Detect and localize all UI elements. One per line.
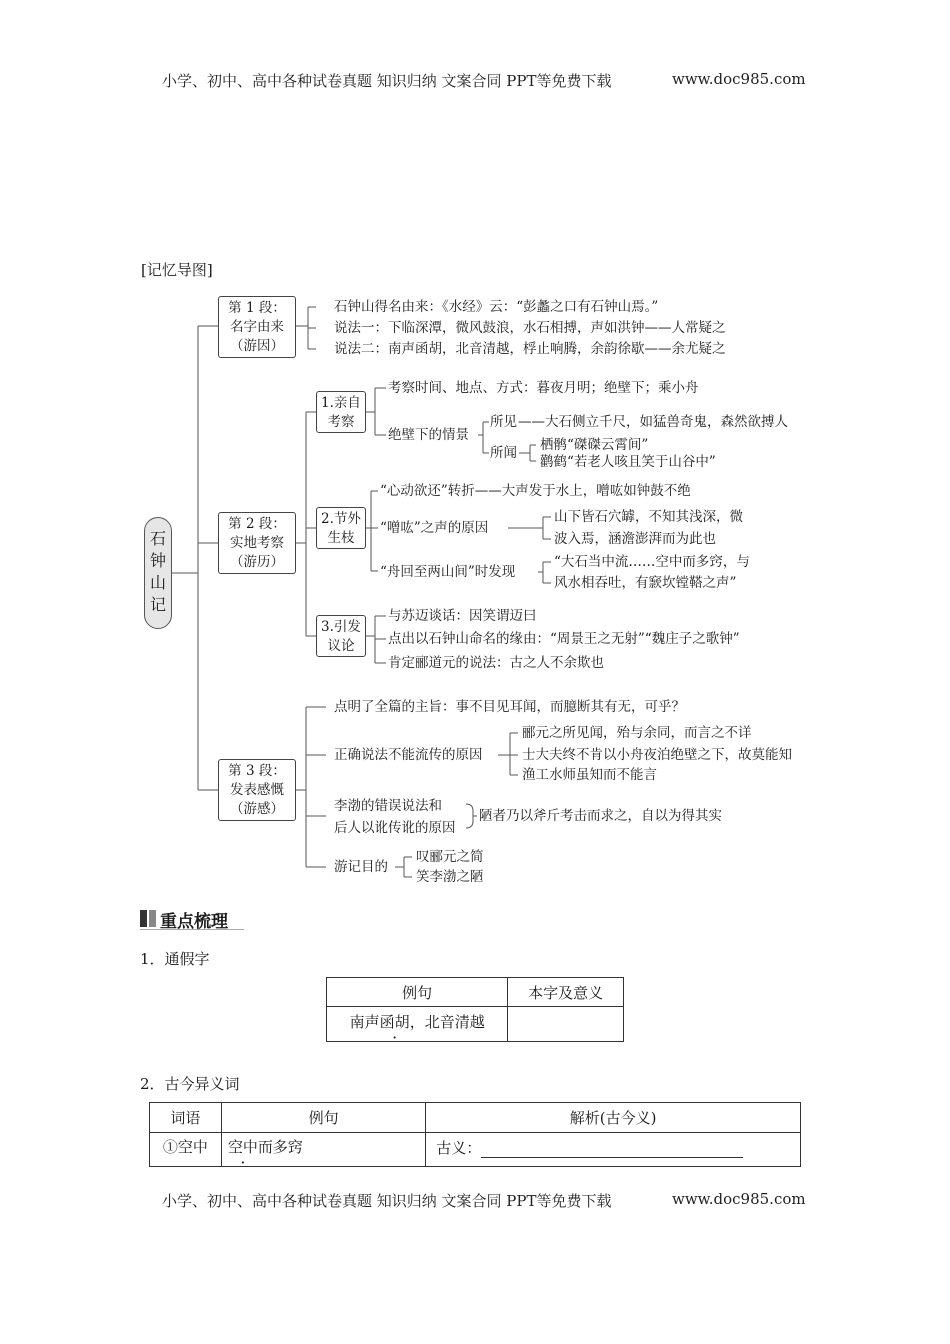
s1-time: 考察时间、地点、方式：暮夜月明；绝壁下；乘小舟 <box>388 380 699 396</box>
p3-purpose-label: 游记目的 <box>334 859 388 875</box>
box-line: 议论 <box>327 638 355 654</box>
root-char: 石 <box>149 529 166 548</box>
heading-bar-icon <box>140 910 147 927</box>
s3-item: 肯定郦道元的说法：古之人不余欺也 <box>388 655 604 671</box>
s1-heard-label: 所闻 <box>490 445 517 461</box>
memory-map-title: [记忆导图] <box>141 261 213 279</box>
subsection-2-box <box>316 507 366 549</box>
box-line: 实地考察 <box>230 535 284 551</box>
q1-example-text: ，北音清越 <box>409 1013 485 1031</box>
q1-header: 本字及意义 <box>508 978 624 1007</box>
paragraph-3-box <box>218 759 296 821</box>
heading-bar-icon <box>149 910 156 927</box>
q2-table <box>149 1102 801 1167</box>
subsection-3-box <box>316 615 366 657</box>
q2-header: 例句 <box>221 1103 425 1133</box>
q2-word: ①空中 <box>150 1133 222 1167</box>
header-site-link[interactable]: www.doc985.com <box>672 70 806 88</box>
s1-scene-label: 绝壁下的情景 <box>388 427 469 443</box>
s2-cause: 山下皆石穴罅，不知其浅深，微 <box>554 509 743 525</box>
p1-item: 石钟山得名由来：《水经》云：“彭蠡之口有石钟山焉。” <box>334 299 659 315</box>
root-char: 记 <box>149 595 166 614</box>
box-line: 第 1 段： <box>228 300 286 316</box>
p1-item: 说法二：南声函胡，北音清越，桴止响腾，余韵徐歇——余尤疑之 <box>334 341 726 357</box>
q1-header: 例句 <box>327 978 508 1007</box>
section-title: 重点梳理 <box>160 912 228 932</box>
p3-reason: 士大夫终不肯以小舟夜泊绝壁之下，故莫能知 <box>522 747 792 763</box>
p3-reason: 郦元之所见闻，殆与余同，而言之不详 <box>522 725 752 741</box>
box-line: 生枝 <box>327 530 355 546</box>
root-char: 钟 <box>149 551 166 570</box>
footer-site-link[interactable]: www.doc985.com <box>672 1190 806 1208</box>
s2-cause: 波入焉，涵澹澎湃而为此也 <box>554 531 716 547</box>
p3-wrong-label: 后人以讹传讹的原因 <box>334 820 456 836</box>
section-heading <box>140 907 244 930</box>
q2-header: 词语 <box>150 1103 222 1133</box>
root-char: 山 <box>149 573 166 592</box>
box-line: （游因） <box>230 338 284 354</box>
paragraph-1-box <box>218 296 296 358</box>
box-line: 第 2 段： <box>228 516 286 532</box>
s1-heard: 鹳鹤“若老人咳且笑于山谷中” <box>540 454 716 470</box>
s1-seen: ——大石侧立千尺，如猛兽奇鬼，森然欲搏人 <box>518 414 788 430</box>
s3-item: 点出以石钟山命名的缘由：“周景王之无射”“魏庄子之歌钟” <box>388 631 740 647</box>
p3-purpose: 叹郦元之简 <box>416 849 484 865</box>
q2-analysis <box>426 1133 801 1167</box>
p3-wrong-label: 李渤的错误说法和 <box>334 798 442 814</box>
header-text: 小学、初中、高中各种试卷真题 知识归纳 文案合同 PPT等免费下载 <box>162 72 612 90</box>
root-node-title <box>144 517 172 629</box>
p1-item: 说法一：下临深潭，微风鼓浪，水石相搏，声如洪钟——人常疑之 <box>334 320 726 336</box>
q2-analysis-label: 古义： <box>436 1139 482 1157</box>
box-line: 发表感慨 <box>230 782 284 798</box>
p3-theme: 点明了全篇的主旨：事不目见耳闻，而臆断其有无，可乎？ <box>334 699 685 715</box>
p3-purpose: 笑李渤之陋 <box>416 869 484 885</box>
box-line: （游历） <box>230 554 284 570</box>
q1-example-text: 南声 <box>349 1013 380 1031</box>
q2-key-word: 空中 <box>227 1138 258 1156</box>
q1-example <box>327 1007 508 1042</box>
s2-turn: “心动欲还”转折——大声发于水上，噌吰如钟鼓不绝 <box>380 483 691 499</box>
p3-reason: 渔工水师虽知而不能言 <box>522 767 657 783</box>
subsection-1-box <box>316 391 366 433</box>
p3-reason-label: 正确说法不能流传的原因 <box>334 747 483 763</box>
q2-header: 解析(古今义) <box>426 1103 801 1133</box>
p3-wrong: 陋者乃以斧斤考击而求之，自以为得其实 <box>479 808 722 824</box>
paragraph-2-box <box>218 512 296 574</box>
q2-title: 2．古今异义词 <box>140 1075 240 1093</box>
box-line: 3.引发 <box>321 619 361 635</box>
q1-answer-cell[interactable] <box>508 1007 624 1042</box>
box-line: （游感） <box>230 801 284 817</box>
footer-text: 小学、初中、高中各种试卷真题 知识归纳 文案合同 PPT等免费下载 <box>162 1192 612 1210</box>
box-line: 1.亲自 <box>321 395 361 411</box>
s2-find: “大石当中流……空中而多窍，与 <box>554 554 750 570</box>
box-line: 第 3 段： <box>228 763 286 779</box>
s3-item: 与苏迈谈话：因笑谓迈曰 <box>388 608 537 624</box>
s1-seen-label: 所见 <box>490 414 517 430</box>
q1-title: 1．通假字 <box>140 950 210 968</box>
q2-example-text: 而多窍 <box>257 1138 303 1156</box>
q1-key-word: 函胡 <box>379 1013 410 1031</box>
s2-find-label: “舟回至两山间”时发现 <box>380 564 516 580</box>
box-line: 名字由来 <box>230 319 284 335</box>
q2-answer-blank[interactable] <box>481 1141 743 1158</box>
box-line: 2.节外 <box>321 511 361 527</box>
s2-find: 风水相吞吐，有窾坎镗鞳之声” <box>554 575 737 591</box>
box-line: 考察 <box>327 414 355 430</box>
s2-cause-label: “噌吰”之声的原因 <box>380 520 489 536</box>
q2-example <box>221 1133 425 1167</box>
s1-heard: 栖鹘“磔磔云霄间” <box>540 437 649 453</box>
q1-table <box>326 977 624 1042</box>
